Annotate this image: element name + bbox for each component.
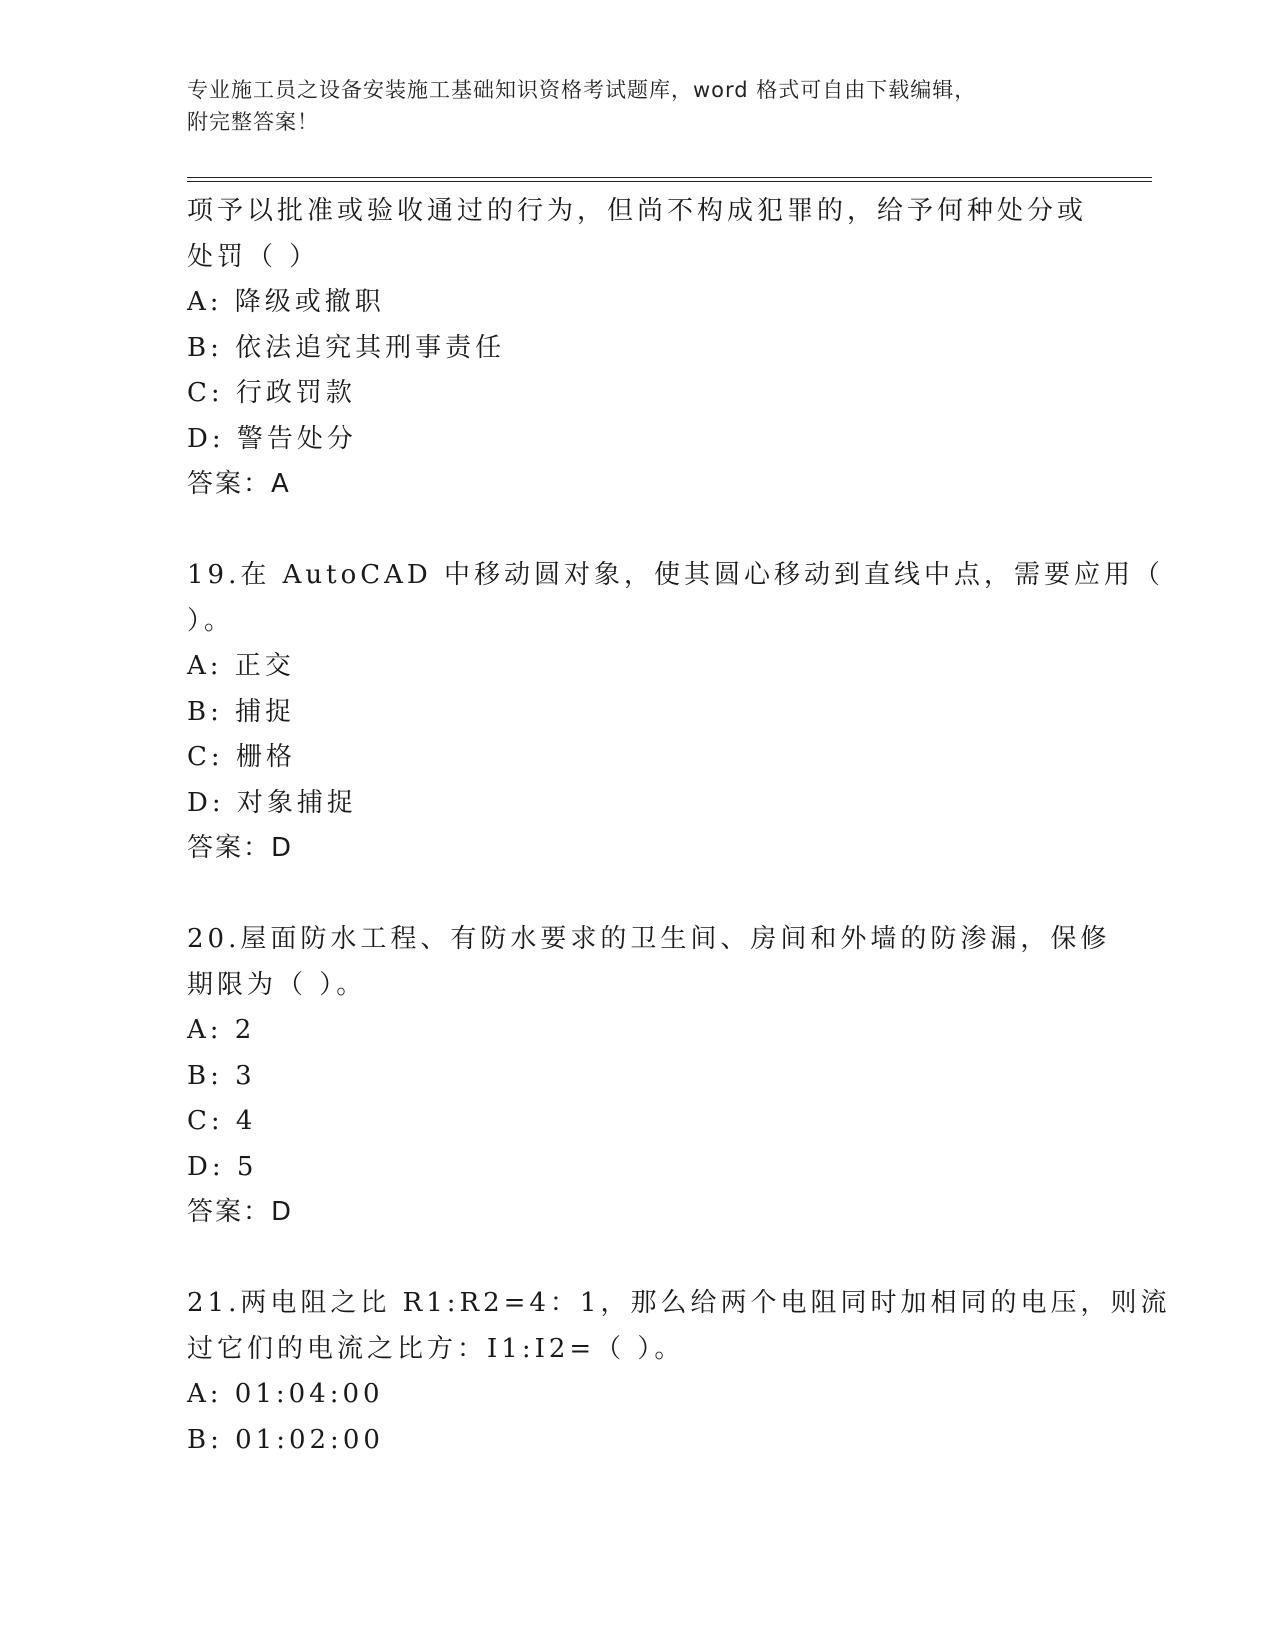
spacer: [187, 1236, 1087, 1282]
header-line-2: 附完整答案！: [187, 110, 319, 134]
question-stem-line: 过它们的电流之比方：I1:I2=（ ）。: [187, 1333, 685, 1364]
question-20: [187, 917, 1111, 1236]
option-d: D: 对象捕捉: [187, 787, 357, 818]
header-line-1: 专业施工员之设备安装施工基础知识资格考试题库，word 格式可自由下载编辑，: [187, 78, 977, 102]
option-a: A: 01:04:00: [187, 1379, 384, 1409]
option-a: A: 2: [187, 1015, 256, 1045]
option-b: B: 依法追究其刑事责任: [187, 332, 506, 363]
option-a: A: 降级或撤职: [187, 287, 385, 317]
question-list: [187, 189, 1171, 1463]
option-c: C: 4: [187, 1106, 257, 1136]
option-c: C: 栅格: [187, 742, 296, 772]
question-18: [187, 189, 1087, 508]
question-stem-line: 期限为（ ）。: [187, 969, 367, 1000]
spacer: [187, 508, 1087, 554]
header-divider: [187, 177, 1152, 182]
option-b: B: 01:02:00: [187, 1424, 384, 1455]
question-stem-line: 20.屋面防水工程、有防水要求的卫生间、房间和外墙的防渗漏，保修: [187, 924, 1111, 954]
question-stem-line: 19.在 AutoCAD 中移动圆对象，使其圆心移动到直线中点，需要应用（: [187, 560, 1165, 590]
option-a: A: 正交: [187, 651, 295, 681]
page-header: [187, 74, 1087, 138]
answer-line: 答案：D: [187, 833, 294, 863]
answer-line: 答案：D: [187, 1197, 294, 1227]
option-b: B: 3: [187, 1060, 256, 1091]
answer-line: 答案：A: [187, 469, 291, 499]
question-stem-line: ）。: [187, 605, 235, 636]
option-b: B: 捕捉: [187, 696, 296, 727]
question-21: [187, 1281, 1171, 1463]
option-d: D: 5: [187, 1151, 258, 1182]
question-19: [187, 553, 1165, 872]
question-stem-line: 项予以批准或验收通过的行为，但尚不构成犯罪的，给予何种处分或: [187, 196, 1088, 226]
question-stem-line: 21.两电阻之比 R1:R2=4：1，那么给两个电阻同时加相同的电压，则流: [187, 1288, 1171, 1318]
spacer: [187, 872, 1087, 918]
option-d: D: 警告处分: [187, 423, 357, 454]
option-c: C: 行政罚款: [187, 378, 356, 408]
question-stem-line: 处罚（ ）: [187, 241, 320, 272]
